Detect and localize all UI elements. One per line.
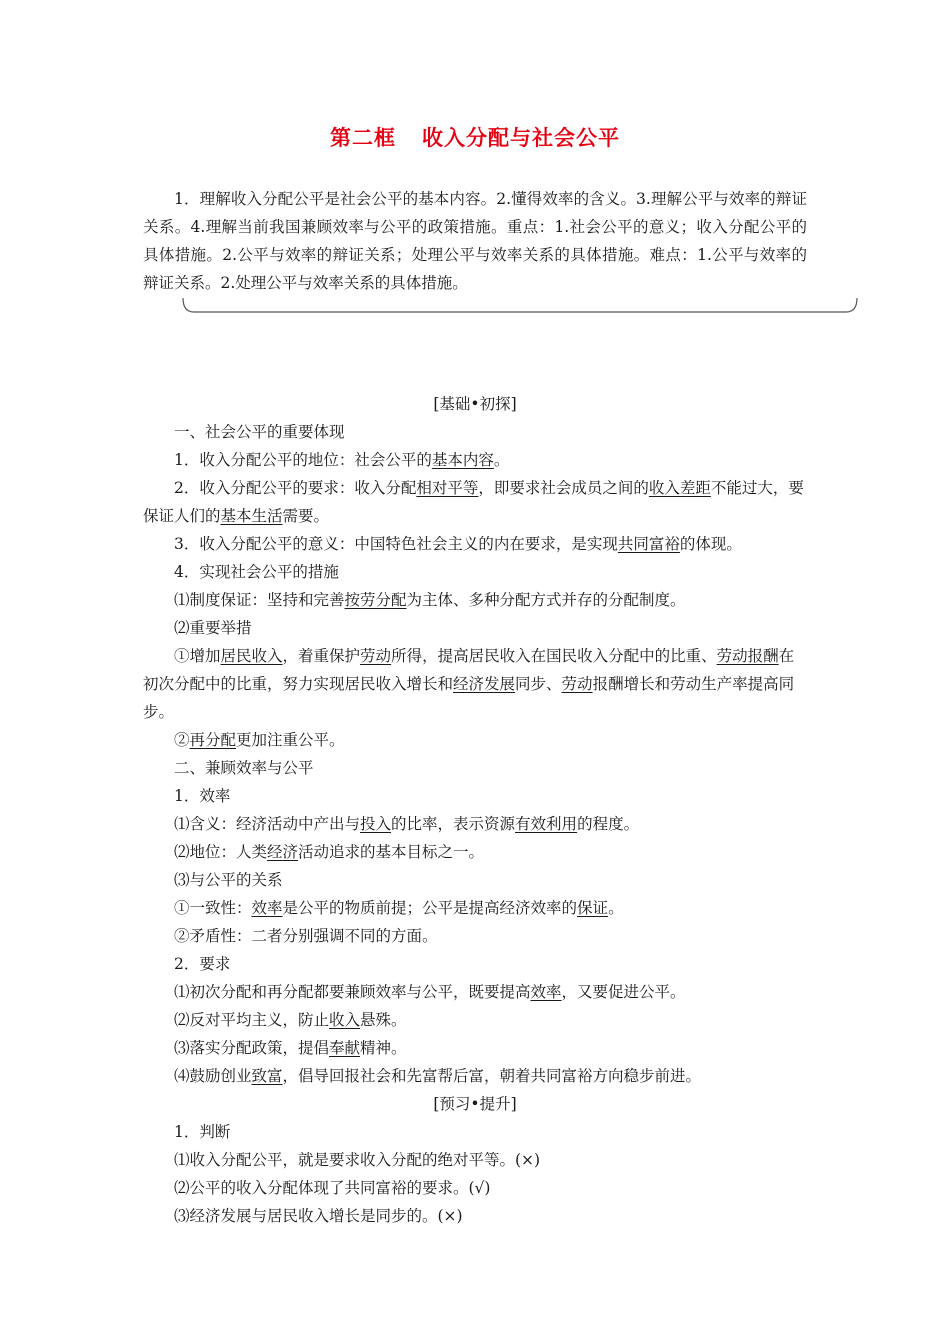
item-2-2-4: ⑷鼓励创业致富，倡导回报社会和先富帮后富，朝着共同富裕方向稳步前进。	[174, 1067, 702, 1085]
item-1-4-2: ⑵重要举措	[174, 619, 252, 637]
item-2-2-3: ⑶落实分配政策，提倡奉献精神。	[174, 1039, 407, 1057]
judge-item-2: ⑵公平的收入分配体现了共同富裕的要求。(√)	[174, 1179, 491, 1197]
learning-objectives: 1．理解收入分配公平是社会公平的基本内容。2.懂得效率的含义。3.理解公平与效率的辩证关系。4.理解当前我国兼顾效率与公平的政策措施。重点：1.社会公平的意义；收入分配公平的具体措施。2.公平与效率的辩证关系；处理公平与效率关系的具体措施。难点：1.公平与效率的辩证关系。2.处理公平与效率关系的具体措施。	[143, 190, 807, 292]
item-2-1-3a: ①一致性：效率是公平的物质前提；公平是提高经济效率的保证。	[174, 899, 624, 917]
item-1-4: 4．实现社会公平的措施	[174, 563, 339, 581]
judge-heading: 1．判断	[174, 1123, 231, 1141]
item-2-1-2: ⑵地位：人类经济活动追求的基本目标之一。	[174, 843, 485, 861]
title-part1: 第二框	[330, 126, 396, 150]
item-2-1-3: ⑶与公平的关系	[174, 871, 283, 889]
judge-item-1: ⑴收入分配公平，就是要求收入分配的绝对平等。(×)	[174, 1151, 541, 1169]
item-2-1-3b: ②矛盾性：二者分别强调不同的方面。	[174, 927, 438, 945]
item-1-2: 2．收入分配公平的要求：收入分配相对平等，即要求社会成员之间的收入差距不能过大，要保证人们的基本生活需要。	[143, 479, 804, 525]
item-2-2-1: ⑴初次分配和再分配都要兼顾效率与公平，既要提高效率，又要促进公平。	[174, 983, 686, 1001]
item-2-2: 2．要求	[174, 955, 231, 973]
item-1-3: 3．收入分配公平的意义：中国特色社会主义的内在要求，是实现共同富裕的体现。	[174, 535, 742, 553]
section2-heading: 二、兼顾效率与公平	[174, 759, 314, 777]
item-1-4-1: ⑴制度保证：坚持和完善按劳分配为主体、多种分配方式并存的分配制度。	[174, 591, 686, 609]
section1-heading: 一、社会公平的重要体现	[174, 423, 345, 441]
main-content	[143, 390, 807, 1230]
item-1-4-2b: ②再分配更加注重公平。	[174, 731, 345, 749]
title-part2: 收入分配与社会公平	[422, 126, 620, 150]
objectives-bracket	[182, 298, 858, 314]
item-1-1: 1．收入分配公平的地位：社会公平的基本内容。	[174, 451, 510, 469]
judge-item-3: ⑶经济发展与居民收入增长是同步的。(×)	[174, 1207, 463, 1225]
section-basic-heading: [基础•初探]	[433, 395, 517, 413]
section-preview-heading: [预习•提升]	[433, 1095, 517, 1113]
item-2-1: 1．效率	[174, 787, 231, 805]
item-2-1-1: ⑴含义：经济活动中产出与投入的比率，表示资源有效利用的程度。	[174, 815, 640, 833]
page-title	[0, 122, 950, 152]
item-1-4-2a: ①增加居民收入，着重保护劳动所得，提高居民收入在国民收入分配中的比重、劳动报酬在初次分配中的比重，努力实现居民收入增长和经济发展同步、劳动报酬增长和劳动生产率提高同步。	[143, 647, 795, 721]
item-2-2-2: ⑵反对平均主义，防止收入悬殊。	[174, 1011, 407, 1029]
